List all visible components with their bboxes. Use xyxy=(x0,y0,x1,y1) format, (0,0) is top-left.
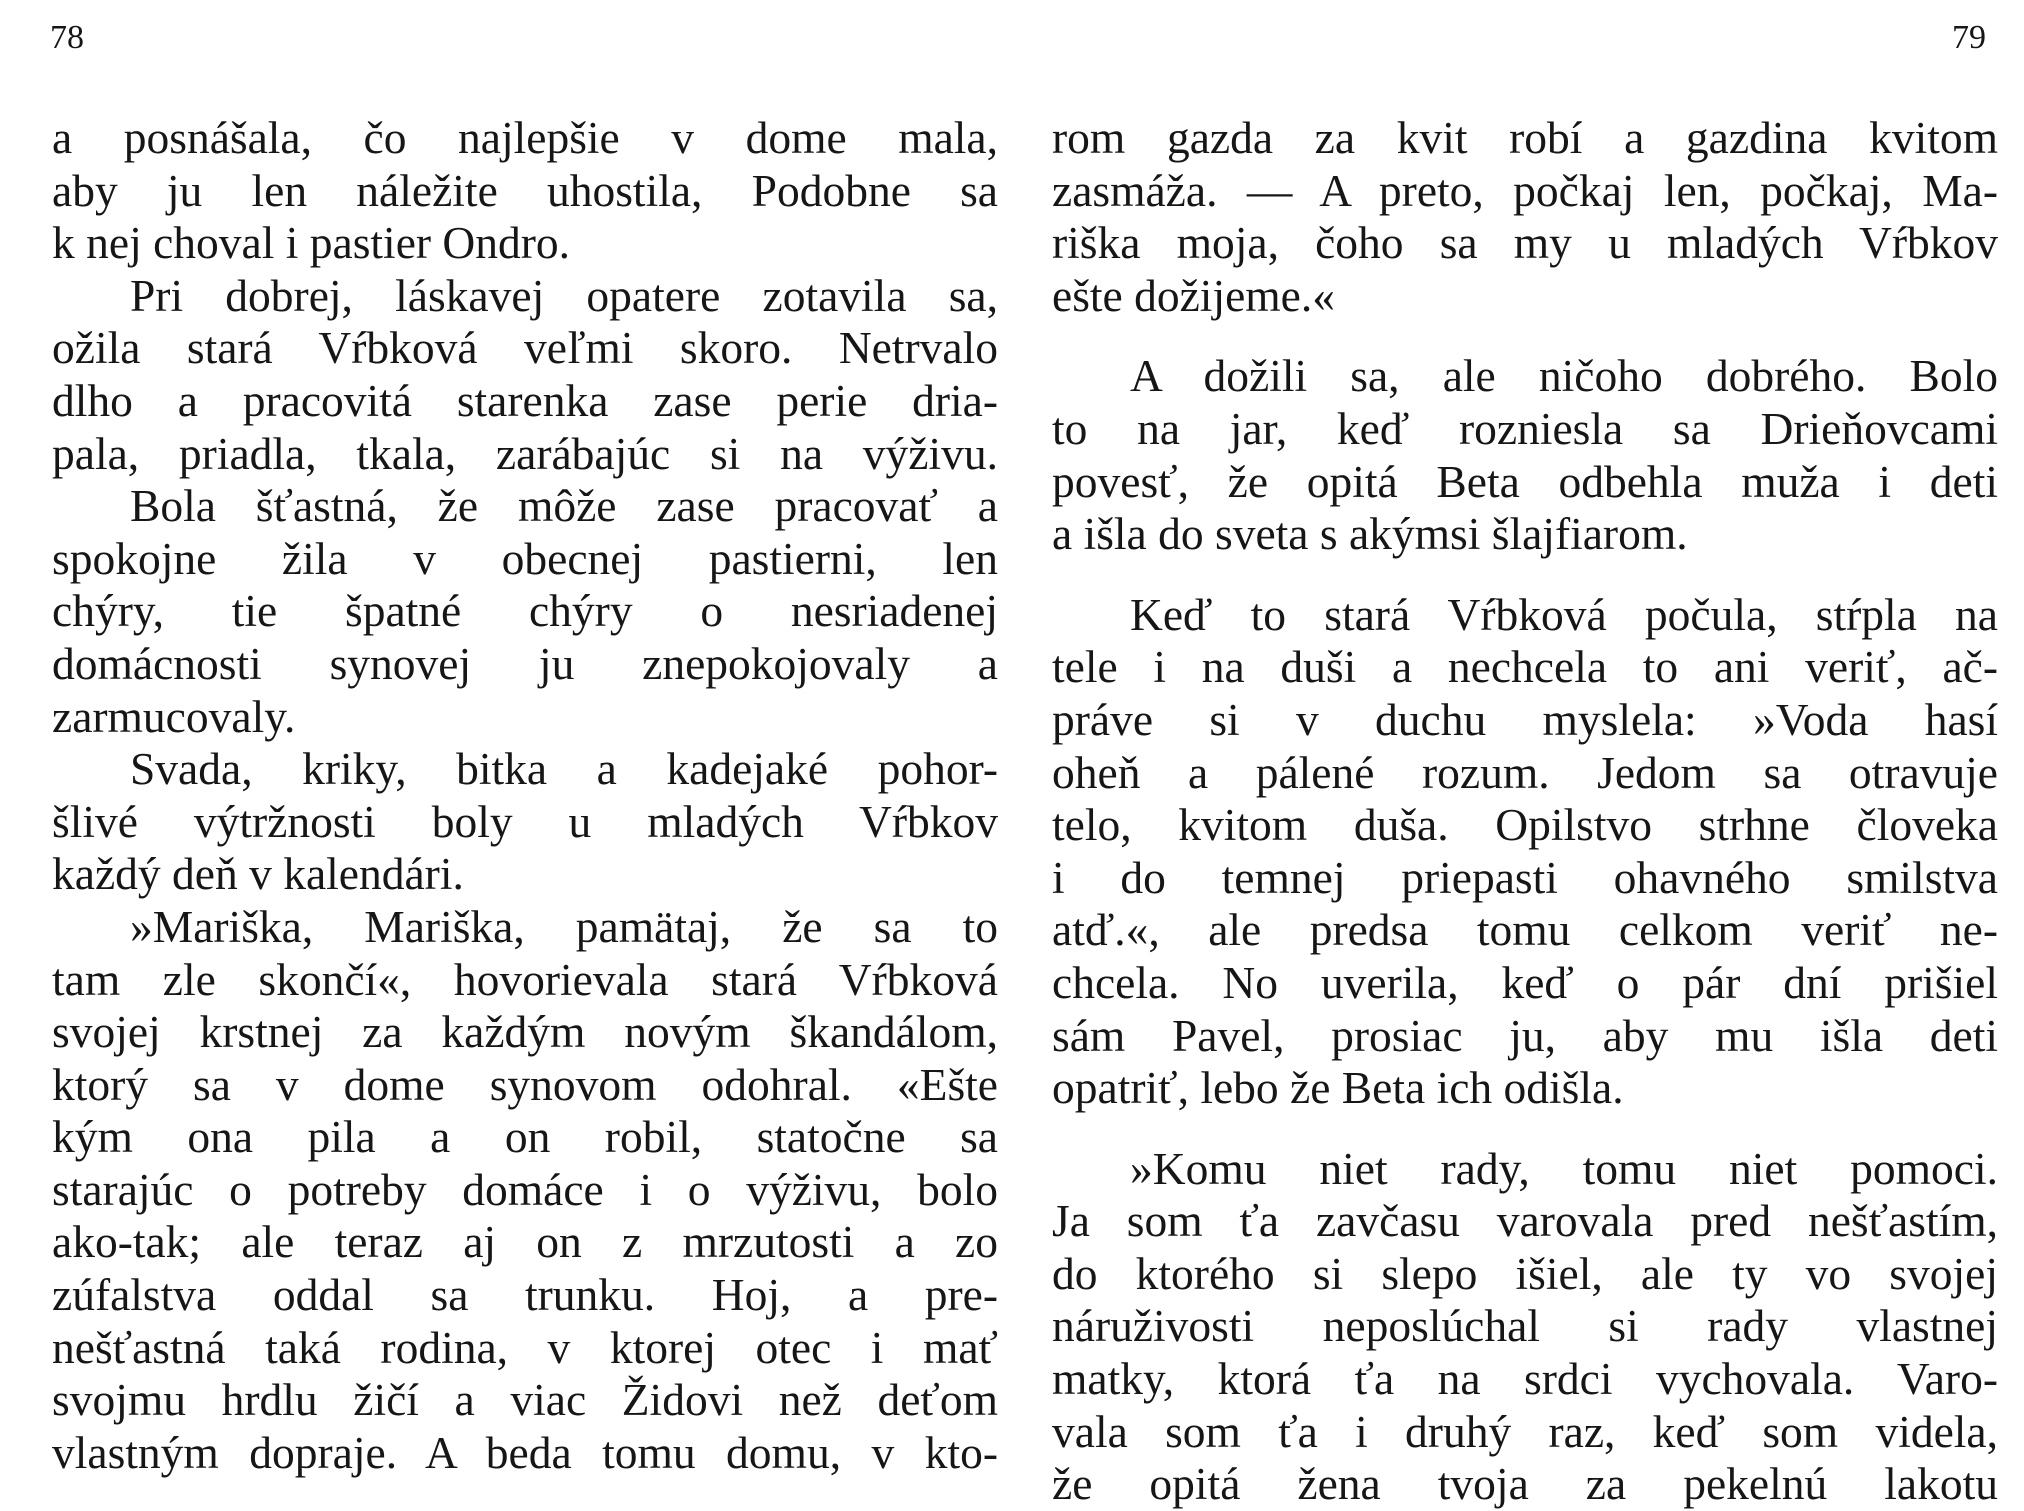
text-line: rom gazda za kvit robí a gazdina kvitom xyxy=(1052,112,1998,163)
text-line: to na jar, keď rozniesla sa Drieňovcami xyxy=(1052,402,1998,454)
text-line: tam zle skončí«, hovorievala stará Vŕbková xyxy=(52,953,998,1005)
text-line: ožila stará Vŕbková veľmi skoro. Netrvalo xyxy=(52,322,998,374)
text-line: nešťastná taká rodina, v ktorej otec i mať xyxy=(52,1321,998,1373)
text-line: a posnášala, čo najlepšie v dome mala, xyxy=(52,112,998,163)
text-line: dlho a pracovitá starenka zase perie dria- xyxy=(52,374,998,426)
text-line: ešte dožijeme.« xyxy=(1052,269,1335,321)
text-line: i do temnej priepasti ohavného smilstva xyxy=(1052,851,1998,903)
page-number-right: 79 xyxy=(1952,19,1986,56)
text-line: Pri dobrej, láskavej opatere zotavila sa, xyxy=(130,269,998,321)
text-line: chýry, tie špatné chýry o nesriadenej xyxy=(52,585,998,637)
text-line: Keď to stará Vŕbková počula, stŕpla na xyxy=(1130,588,1998,640)
text-line: vala som ťa i druhý raz, keď som videla, xyxy=(1052,1405,1998,1457)
text-line: atď.«, ale predsa tomu celkom veriť ne- xyxy=(1052,904,1998,956)
text-line: sám Pavel, prosiac ju, aby mu išla deti xyxy=(1052,1009,1998,1061)
text-line: vlastným dopraje. A beda tomu domu, v kto- xyxy=(52,1426,998,1478)
text-line: a išla do sveta s akýmsi šlajfiarom. xyxy=(1052,508,1688,560)
text-line: Bola šťastná, že môže zase pracovať a xyxy=(130,480,998,532)
text-line: povesť, že opitá Beta odbehla muža i deti xyxy=(1052,455,1998,507)
text-line: riška moja, čoho sa my u mladých Vŕbkov xyxy=(1052,217,1998,269)
text-line: pala, priadla, tkala, zarábajúc si na výživu. xyxy=(52,427,998,479)
text-line: chcela. No uverila, keď o pár dní prišiel xyxy=(1052,956,1998,1008)
text-line: matky, ktorá ťa na srdci vychovala. Varo- xyxy=(1052,1353,1998,1405)
text-line: oheň a pálené rozum. Jedom sa otravuje xyxy=(1052,746,1998,798)
text-line: každý deň v kalendári. xyxy=(52,848,464,900)
text-line: domácnosti synovej ju znepokojovaly a xyxy=(52,637,998,689)
text-line: aby ju len náležite uhostila, Podobne sa xyxy=(52,164,998,216)
text-line: zúfalstva oddal sa trunku. Hoj, a pre- xyxy=(52,1269,998,1321)
text-line: kým ona pila a on robil, statočne sa xyxy=(52,1111,998,1163)
text-line: »Mariška, Mariška, pamätaj, že sa to xyxy=(130,900,998,952)
page-number-left: 78 xyxy=(50,19,84,56)
text-line: svojej krstnej za každým novým škandálom, xyxy=(52,1006,998,1058)
text-line: k nej choval i pastier Ondro. xyxy=(52,217,571,269)
text-line: ako-tak; ale teraz aj on z mrzutosti a zo xyxy=(52,1216,998,1268)
right-page-text-column xyxy=(1052,112,1998,1511)
text-line: zasmáža. — A preto, počkaj len, počkaj, Ma- xyxy=(1052,164,1998,216)
text-line: starajúc o potreby domáce i o výživu, bolo xyxy=(52,1163,998,1215)
text-line: ktorý sa v dome synovom odohral. «Ešte xyxy=(52,1058,998,1110)
text-line: A dožili sa, ale ničoho dobrého. Bolo xyxy=(1130,350,1998,402)
text-line: zarmucovaly. xyxy=(52,690,296,742)
text-line: že opitá žena tvoja za pekelnú lakotu xyxy=(1052,1458,1998,1510)
text-line: spokojne žila v obecnej pastierni, len xyxy=(52,532,998,584)
text-line: Ja som ťa zavčasu varovala pred nešťastím, xyxy=(1052,1195,1998,1247)
text-line: náruživosti neposlúchal si rady vlastnej xyxy=(1052,1300,1998,1352)
text-line: svojmu hrdlu žičí a viac Židovi než deťom xyxy=(52,1374,998,1426)
text-line: práve si v duchu myslela: »Voda hasí xyxy=(1052,693,1998,745)
text-line: Svada, kriky, bitka a kadejaké pohor- xyxy=(130,743,998,795)
text-line: šlivé výtržnosti boly u mladých Vŕbkov xyxy=(52,795,998,847)
left-page-text-column xyxy=(52,112,998,1479)
text-line: tele i na duši a nechcela to ani veriť, ač- xyxy=(1052,641,1998,693)
text-line: telo, kvitom duša. Opilstvo strhne človeka xyxy=(1052,799,1998,851)
text-line: »Komu niet rady, tomu niet pomoci. xyxy=(1130,1142,1998,1194)
text-line: opatriť, lebo že Beta ich odišla. xyxy=(1052,1062,1624,1114)
text-line: do ktorého si slepo išiel, ale ty vo svojej xyxy=(1052,1247,1998,1299)
